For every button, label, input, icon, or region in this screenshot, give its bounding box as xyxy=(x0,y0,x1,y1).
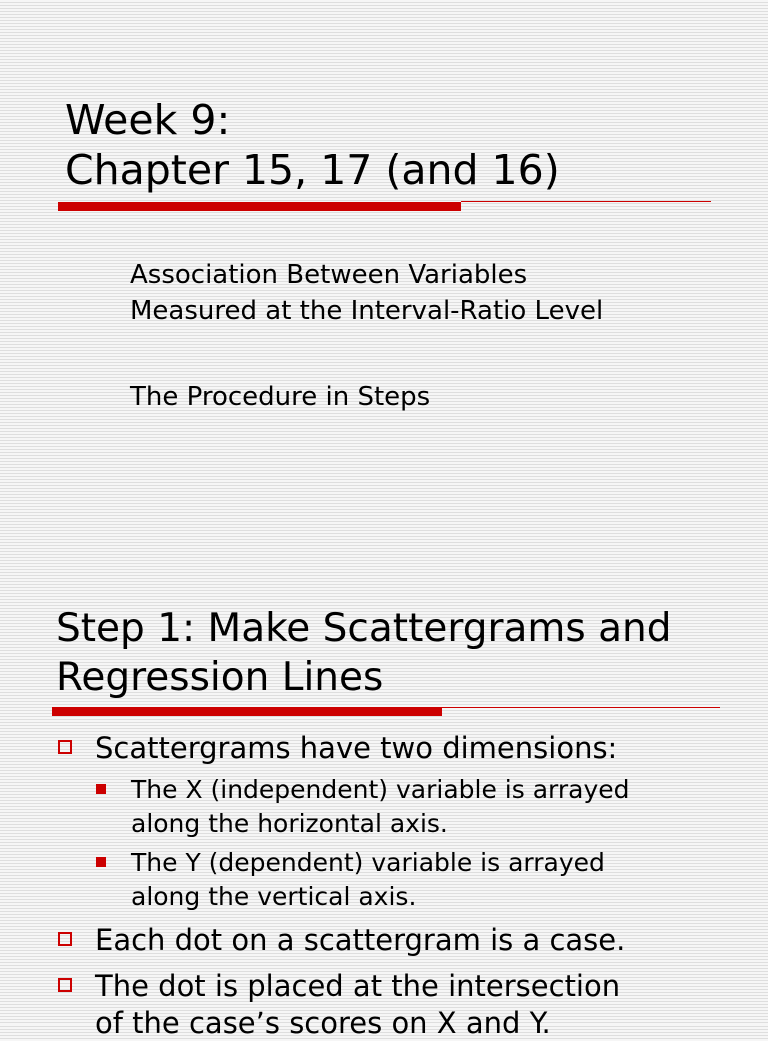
hollow-square-bullet-icon xyxy=(58,740,72,754)
title-underline-thick xyxy=(52,707,442,716)
bullet-text: Each dot on a scattergram is a case. xyxy=(95,923,626,957)
slide-1-title-line-1: Week 9: xyxy=(65,96,231,144)
subtitle-line-2: Measured at the Interval-Ratio Level xyxy=(130,296,604,326)
subtitle-line-1: Association Between Variables xyxy=(130,260,528,290)
bullet-item xyxy=(95,730,617,766)
sub-bullet-line-2: along the horizontal axis. xyxy=(131,809,448,838)
slide-1-subtitle-2: The Procedure in Steps xyxy=(130,382,431,412)
title-underline-thin xyxy=(442,707,720,708)
slide-1-title-line-2: Chapter 15, 17 (and 16) xyxy=(65,146,560,194)
filled-square-bullet-icon xyxy=(96,784,106,794)
slide-1-title xyxy=(65,95,560,195)
title-underline-thick xyxy=(58,202,461,211)
bullet-item xyxy=(95,968,620,1004)
bullet-text-continued: of the case’s scores on X and Y. xyxy=(95,1006,551,1040)
sub-bullet-item xyxy=(131,773,630,841)
bullet-item xyxy=(95,922,625,958)
slide-2-title-line-2: Regression Lines xyxy=(56,655,384,700)
slide-1-subtitle xyxy=(130,257,603,329)
slide-2 xyxy=(0,560,768,1040)
title-underline-thin xyxy=(461,201,711,202)
slide-2-title-line-1: Step 1: Make Scattergrams and xyxy=(56,606,672,651)
filled-square-bullet-icon xyxy=(96,857,106,867)
sub-bullet-line-1: The X (independent) variable is arrayed xyxy=(131,775,630,804)
sub-bullet-line-1: The Y (dependent) variable is arrayed xyxy=(131,848,605,877)
hollow-square-bullet-icon xyxy=(58,978,72,992)
sub-bullet-item xyxy=(131,846,605,914)
bullet-text: The dot is placed at the intersection xyxy=(95,969,621,1003)
bullet-continuation xyxy=(95,1005,551,1041)
slide-2-title xyxy=(56,604,671,702)
sub-bullet-line-2: along the vertical axis. xyxy=(131,882,417,911)
hollow-square-bullet-icon xyxy=(58,932,72,946)
bullet-text: Scattergrams have two dimensions: xyxy=(95,731,618,765)
